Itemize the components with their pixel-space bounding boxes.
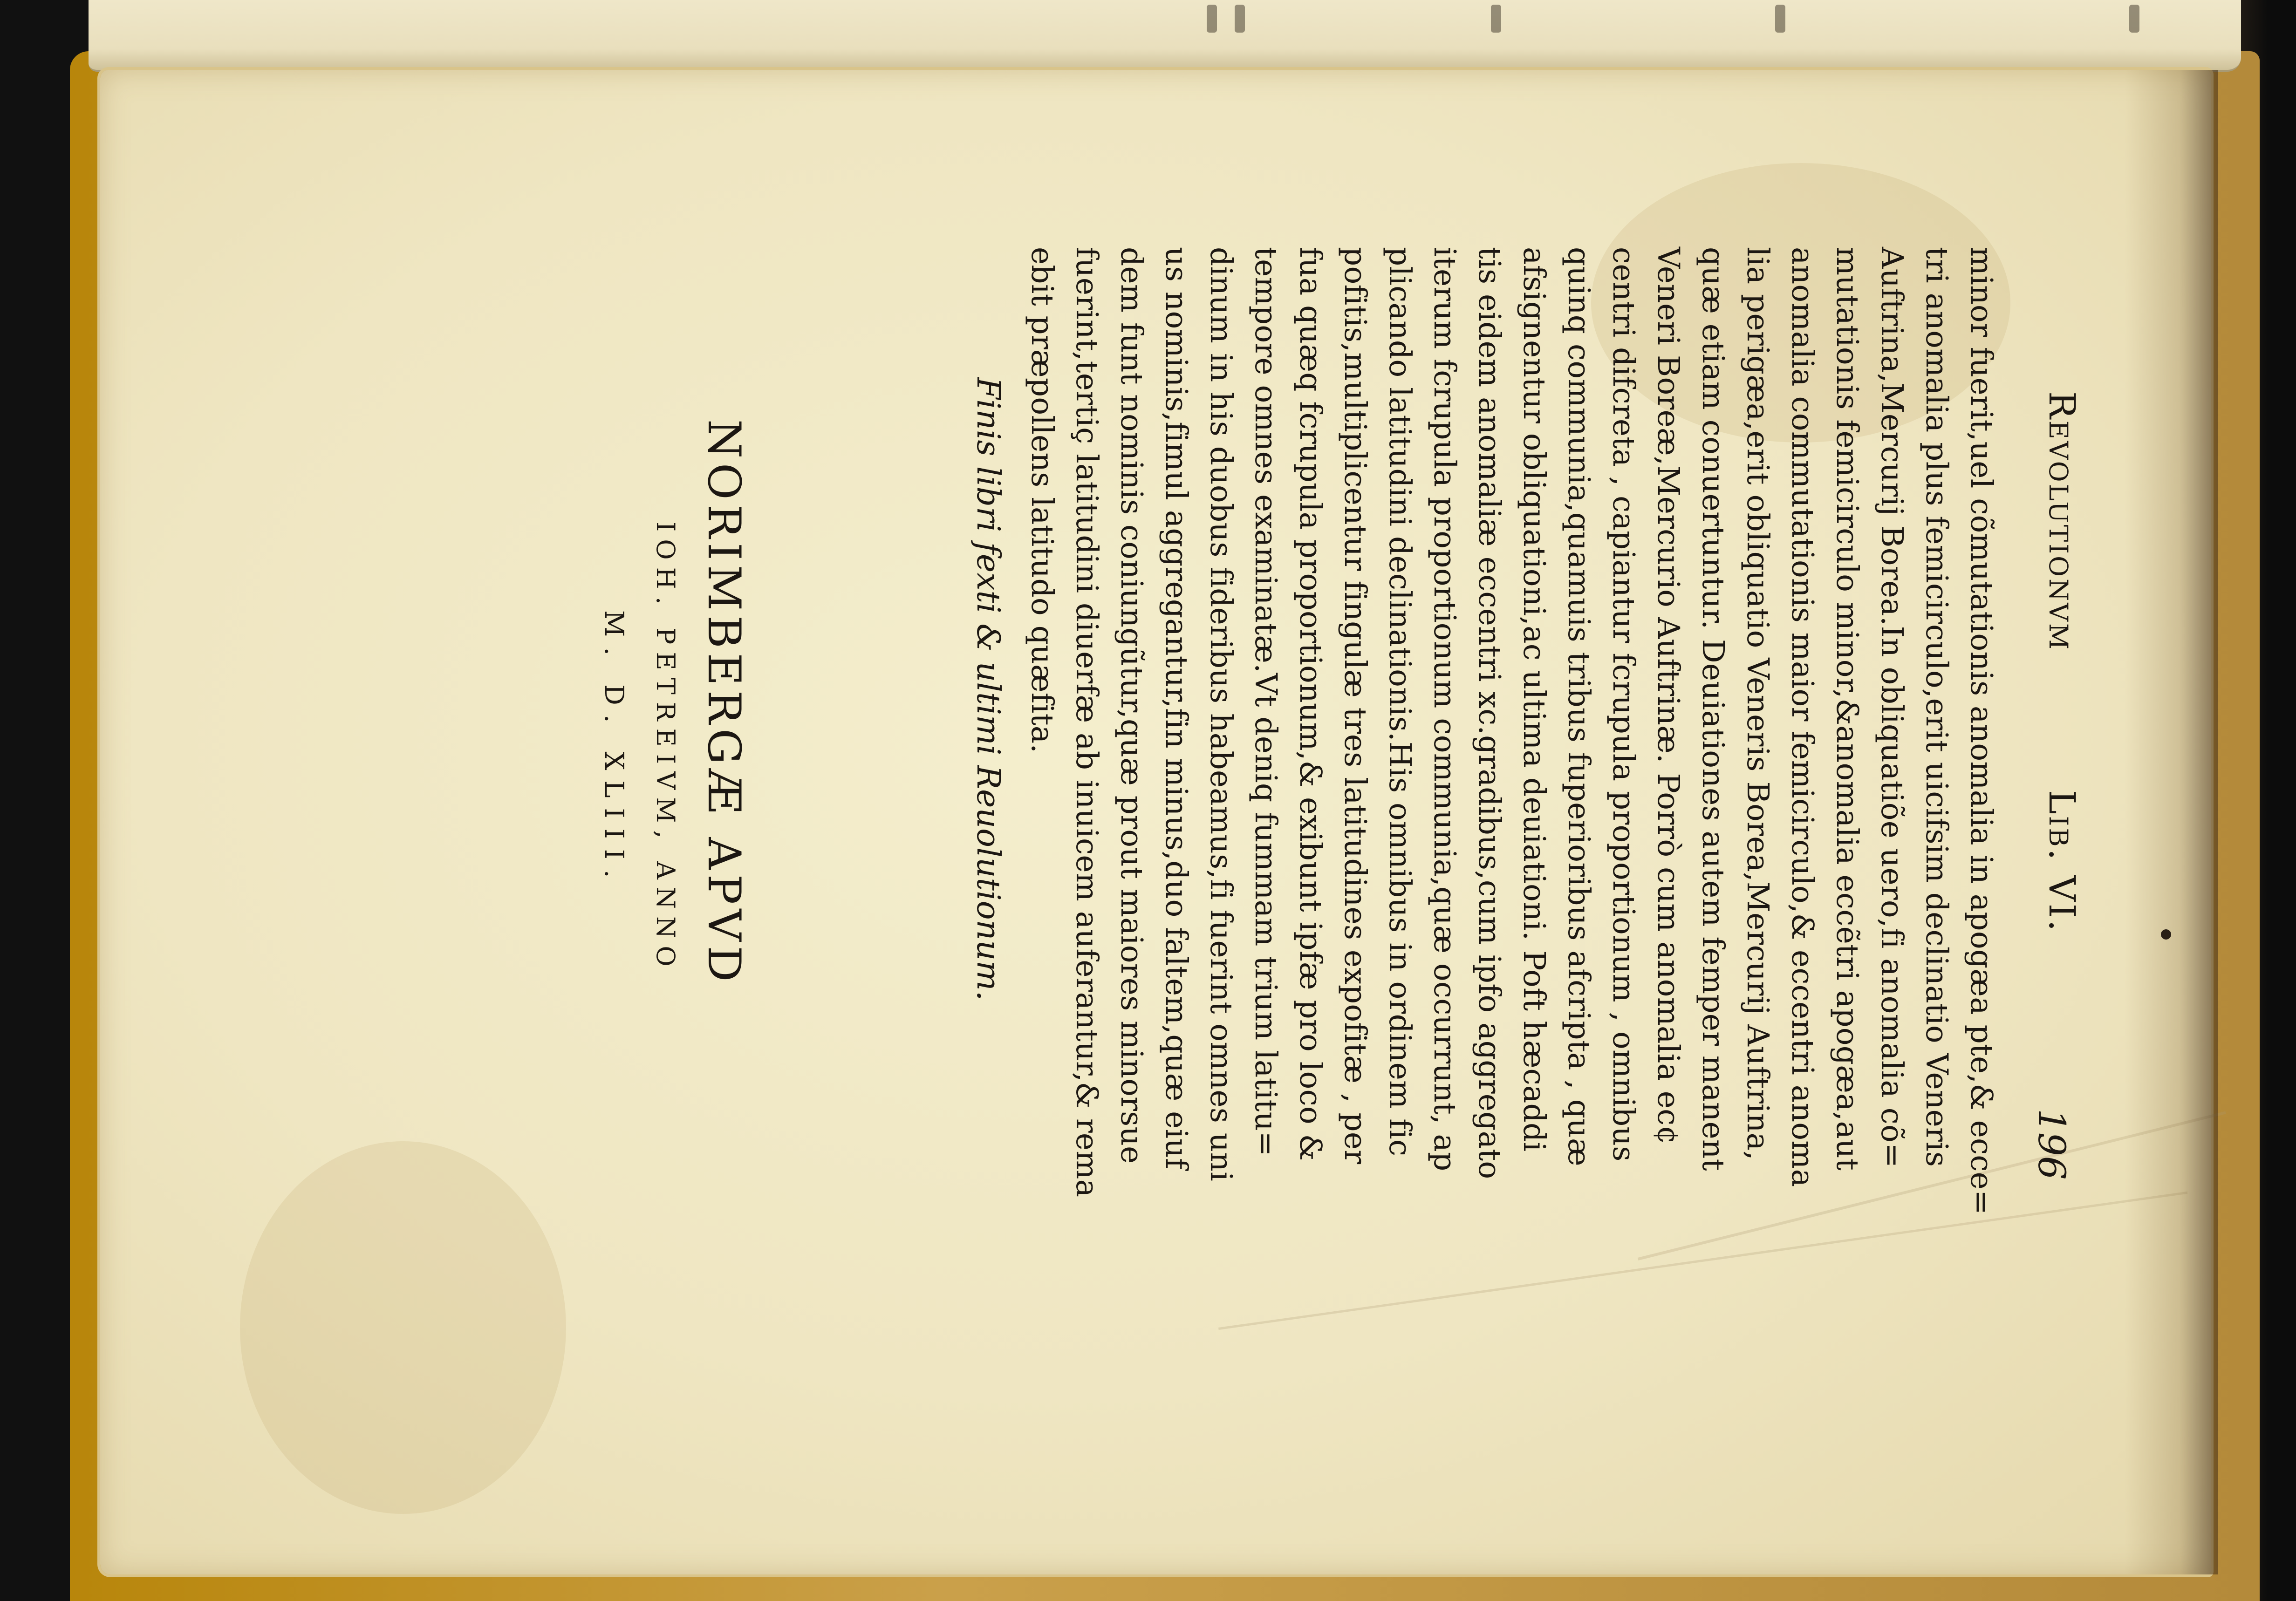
- show-through-mark: [1775, 5, 1785, 33]
- running-head-title: Revolutionvm: [2041, 391, 2083, 652]
- imprint-city: NORIMBERGÆ APVD: [698, 419, 750, 987]
- text-line: quæ etiam conuertuntur. Deuiationes autem femper manent: [1695, 247, 1730, 1171]
- text-line: tempore omnes examinatæ.Vt deniq fummam trium latitu=: [1248, 247, 1283, 1157]
- text-line: fua quæq fcrupula proportionum,& exibunt ipfæ pro loco &: [1293, 247, 1328, 1161]
- paper-stain: [240, 1141, 566, 1514]
- text-line: centri difcreta , capiantur fcrupula proportionum , omnibus: [1606, 247, 1641, 1162]
- show-through-mark: [1235, 5, 1245, 33]
- text-line: lia perigæa,erit obliquatio Veneris Borea,Mercurij Auftrina,: [1740, 247, 1775, 1160]
- running-head-book: Lib. VI.: [2041, 790, 2083, 933]
- text-line: pofitis,multiplicentur fingulæ tres latitudines expofitæ , per: [1338, 247, 1373, 1165]
- show-through-mark: [2129, 5, 2139, 33]
- imprint-year: M. D. XLIII.: [599, 610, 629, 888]
- text-line: fuerint,tertiç latitudini diuerfæ ab inuicem auferantur,& rema: [1069, 247, 1104, 1198]
- folio-number: 196: [2030, 1109, 2073, 1180]
- text-line: tri anomalia plus femicirculo,erit uicifsim declinatio Veneris: [1919, 247, 1954, 1167]
- page-gutter-shadow: [2125, 70, 2218, 1574]
- facing-page-edge: [89, 0, 2241, 72]
- text-line: ebit præpollens latitudo quæfita.: [1025, 247, 1059, 754]
- text-line: Auftrina,Mercurij Borea.In obliquatiõe uero,fi anomalia cõ=: [1874, 247, 1909, 1168]
- text-line: quinq communia,quamuis tribus fuperioribus afcripta , quæ: [1561, 247, 1596, 1166]
- text-line: anomalia commutationis maior femicirculo,& eccentri anoma: [1785, 247, 1820, 1187]
- text-line: minor fuerit,uel cõmutationis anomalia in apogæa pte,& ecce=: [1964, 247, 1999, 1215]
- text-line: iterum fcrupula proportionum communia,quæ occurrunt, ap: [1427, 247, 1462, 1172]
- text-block: [1019, 247, 2003, 1215]
- running-head: [2041, 391, 2083, 933]
- show-through-mark: [1207, 5, 1217, 33]
- text-line: afsignentur obliquationi,ac ultima deuiationi. Poft hæcaddi: [1517, 247, 1551, 1152]
- text-line: Veneri Boreæ,Mercurio Auftrinæ. Porrò cum anomalia ec¢: [1651, 247, 1686, 1145]
- imprint-printer: IOH. PETREIVM, ANNO: [651, 522, 680, 974]
- text-line: us nominis,fimul aggregantur,fin minus,duo faltem,quæ eiuf: [1159, 247, 1194, 1170]
- text-line: dem funt nominis coniungũtur,quæ prout maiores minorsue: [1114, 247, 1149, 1164]
- text-line: dinum in his duobus fideribus habeamus,fi fuerint omnes uni: [1203, 247, 1238, 1182]
- text-line: mutationis femicirculo minor,&anomalia eccẽtri apogæa,aut: [1830, 247, 1865, 1171]
- text-line: tis eidem anomaliæ eccentri xc.gradibus,cum ipfo aggregato: [1472, 247, 1507, 1179]
- ink-spot: [2161, 929, 2171, 940]
- show-through-mark: [1491, 5, 1501, 33]
- text-line: plicando latitudini declinationis.His omnibus in ordinem fic: [1382, 247, 1417, 1157]
- finis-line: Finis libri fexti & ultimi Reuolutionum.: [970, 377, 1006, 1001]
